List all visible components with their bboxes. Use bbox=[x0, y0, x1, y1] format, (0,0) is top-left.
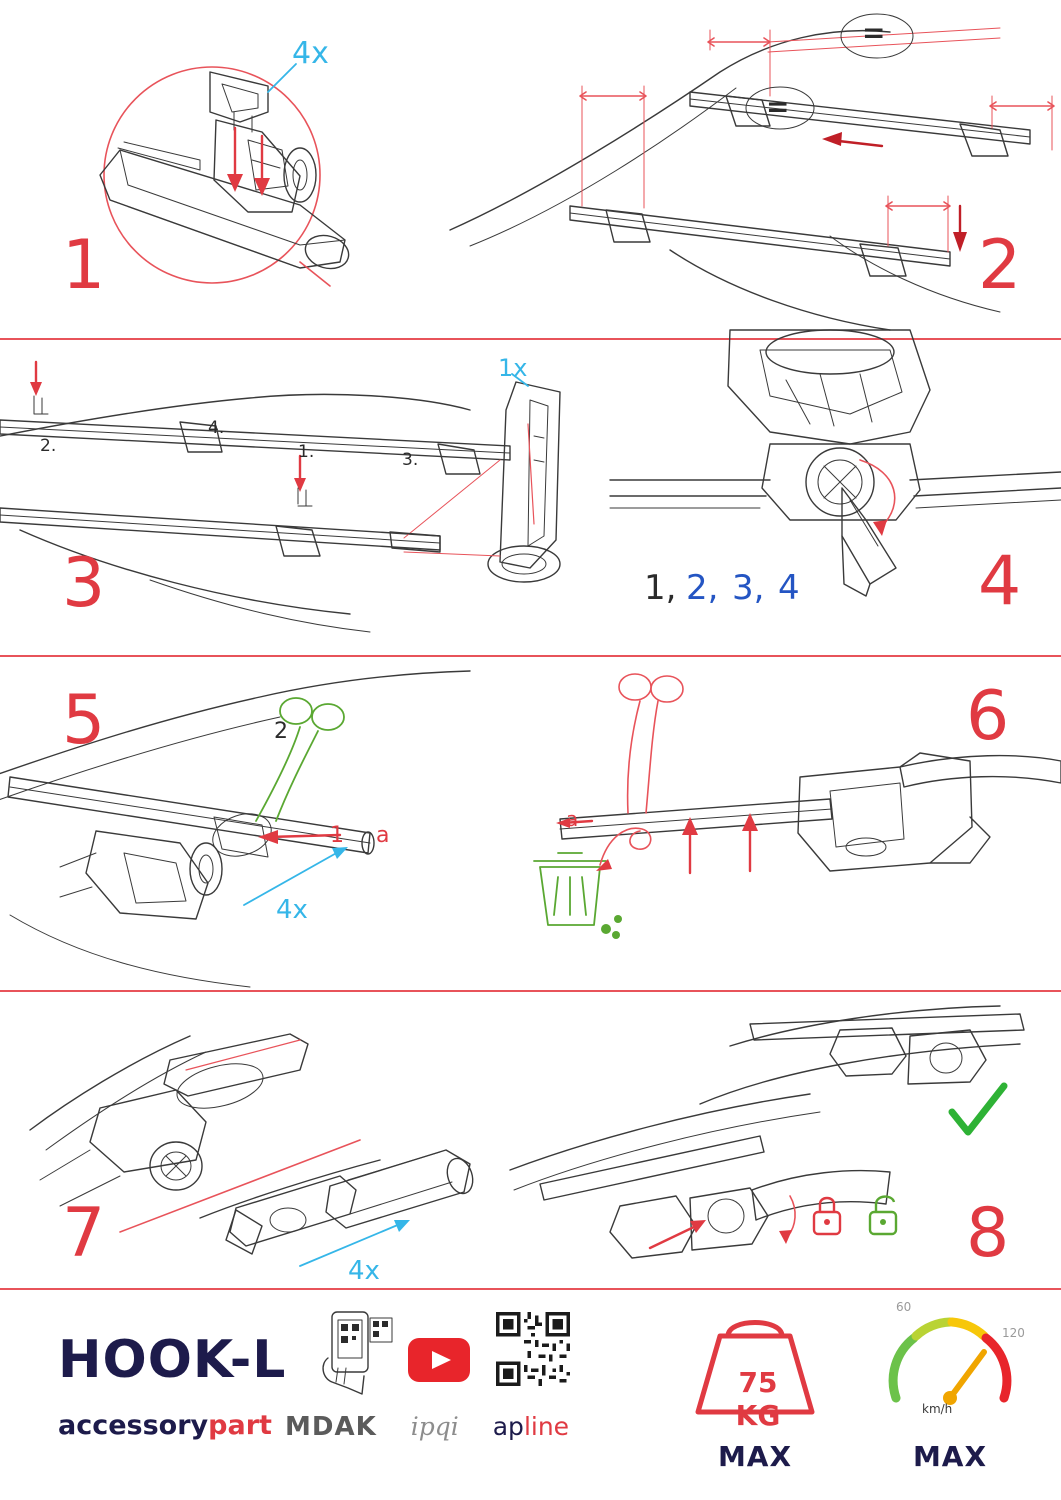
crossbar bbox=[750, 1014, 1024, 1040]
rotation-arrow bbox=[860, 460, 895, 526]
sequence-marker-2: 2. bbox=[40, 436, 57, 456]
step-6-panel bbox=[500, 657, 1061, 990]
step-7-quantity-label: 4x bbox=[348, 1256, 380, 1286]
allen-key bbox=[842, 488, 896, 584]
clamp-body bbox=[762, 444, 920, 520]
brand-prefix: accessory bbox=[58, 1410, 209, 1441]
section-divider bbox=[0, 990, 1061, 992]
step-1-number: 1 bbox=[62, 226, 106, 305]
clamp-dial bbox=[708, 1199, 744, 1233]
footer bbox=[0, 1290, 1061, 1500]
measure-arrow bbox=[580, 92, 646, 100]
push-arrow bbox=[650, 1226, 696, 1248]
sequence-marker-4: 4. bbox=[208, 418, 225, 438]
alignment-line bbox=[120, 1140, 360, 1232]
logo-mdak: MDAK bbox=[285, 1412, 377, 1442]
tighten-order-4: 4 bbox=[778, 568, 800, 608]
step-8-panel bbox=[500, 1000, 1061, 1290]
qr-code-icon[interactable] bbox=[496, 1312, 570, 1386]
step-3-quantity-label: 1x bbox=[498, 354, 528, 382]
crossbar bbox=[540, 1136, 764, 1200]
brand-suffix: part bbox=[208, 1410, 272, 1441]
step-5-part-marker-a: a bbox=[376, 823, 390, 848]
load-limit-value: 75 KG bbox=[735, 1366, 781, 1432]
step-5-sequence-2: 2 bbox=[274, 719, 288, 744]
step-7-panel bbox=[0, 1000, 500, 1290]
step-5-number: 5 bbox=[62, 681, 106, 760]
tighten-order-2: 2, bbox=[686, 568, 719, 608]
equal-sign-marker: = bbox=[766, 90, 790, 123]
scissors-icon bbox=[619, 674, 683, 813]
roof-edge bbox=[670, 250, 890, 330]
sequence-marker-1: 1. bbox=[298, 442, 315, 462]
step-2-panel bbox=[530, 0, 1061, 338]
crossbar bbox=[610, 472, 1061, 496]
rack-foot bbox=[438, 444, 480, 474]
load-limit-caption: MAX bbox=[717, 1440, 793, 1473]
step-6-part-marker-a: a bbox=[566, 807, 579, 831]
bar-end-ellipse bbox=[488, 546, 560, 582]
step-3-number: 3 bbox=[62, 544, 106, 623]
roof-panel bbox=[900, 756, 1061, 787]
roof-edge bbox=[0, 394, 470, 440]
rack-foot bbox=[214, 120, 300, 212]
rack-foot bbox=[610, 1196, 696, 1258]
crossbar bbox=[100, 150, 345, 268]
measure-arrow bbox=[708, 38, 770, 46]
confirmation-check-icon bbox=[952, 1086, 1004, 1132]
measure-arrow bbox=[886, 202, 950, 210]
foot-cover bbox=[908, 1030, 986, 1084]
rack-foot-cover bbox=[798, 753, 972, 871]
rack-foot-top bbox=[728, 330, 930, 444]
step-4-panel bbox=[610, 340, 1061, 655]
logo-apline bbox=[493, 1412, 569, 1441]
step-5-sequence-1: 1 bbox=[330, 823, 344, 848]
tighten-order-3: 3, bbox=[732, 568, 765, 608]
rack-foot bbox=[90, 1090, 206, 1172]
roof-edge bbox=[700, 1044, 1020, 1104]
logo-apline-suffix: line bbox=[523, 1412, 570, 1441]
roof-edge bbox=[200, 1160, 380, 1218]
youtube-icon[interactable] bbox=[408, 1338, 470, 1382]
measure-arrow bbox=[990, 102, 1054, 110]
logo-apline-prefix: ap bbox=[492, 1412, 524, 1441]
roof-edge bbox=[30, 1036, 190, 1130]
step-7-number: 7 bbox=[62, 1194, 106, 1273]
tighten-order-1: 1, bbox=[644, 568, 677, 608]
step-4-number: 4 bbox=[978, 542, 1022, 621]
foot-bracket bbox=[226, 1210, 262, 1254]
gauge-tick-120: 120 bbox=[1002, 1326, 1025, 1340]
crossbar-end-detail bbox=[326, 1150, 470, 1228]
rack-foot bbox=[960, 124, 1008, 156]
partner-logo-row bbox=[285, 1412, 569, 1442]
step-2-number: 2 bbox=[978, 226, 1022, 305]
step-8-number: 8 bbox=[966, 1194, 1010, 1273]
step-1-panel bbox=[0, 0, 530, 338]
scissors-icon bbox=[256, 698, 344, 821]
sequence-marker-3: 3. bbox=[402, 450, 419, 470]
step-3-panel bbox=[0, 340, 610, 655]
hook-clip-part bbox=[210, 72, 268, 122]
speed-limit-caption: MAX bbox=[912, 1440, 988, 1473]
brand-name bbox=[58, 1410, 272, 1441]
equal-sign-marker: = bbox=[862, 16, 886, 49]
speed-unit-label: km/h bbox=[922, 1402, 953, 1416]
logo-ipqi: ipqi bbox=[410, 1412, 459, 1441]
roof-edge bbox=[510, 1094, 810, 1170]
magnifier-circle bbox=[104, 67, 320, 283]
product-title: HOOK-L bbox=[58, 1330, 287, 1390]
step-1-quantity-label: 4x bbox=[292, 36, 329, 71]
step-5-quantity-label: 4x bbox=[276, 895, 308, 925]
step-5-panel bbox=[0, 657, 500, 990]
phone-qr-scan-icon[interactable] bbox=[318, 1310, 398, 1400]
crossbar bbox=[230, 1176, 356, 1246]
allen-key-short-arm bbox=[842, 536, 870, 596]
gauge-tick-60: 60 bbox=[896, 1300, 912, 1314]
step-6-number: 6 bbox=[966, 677, 1010, 756]
